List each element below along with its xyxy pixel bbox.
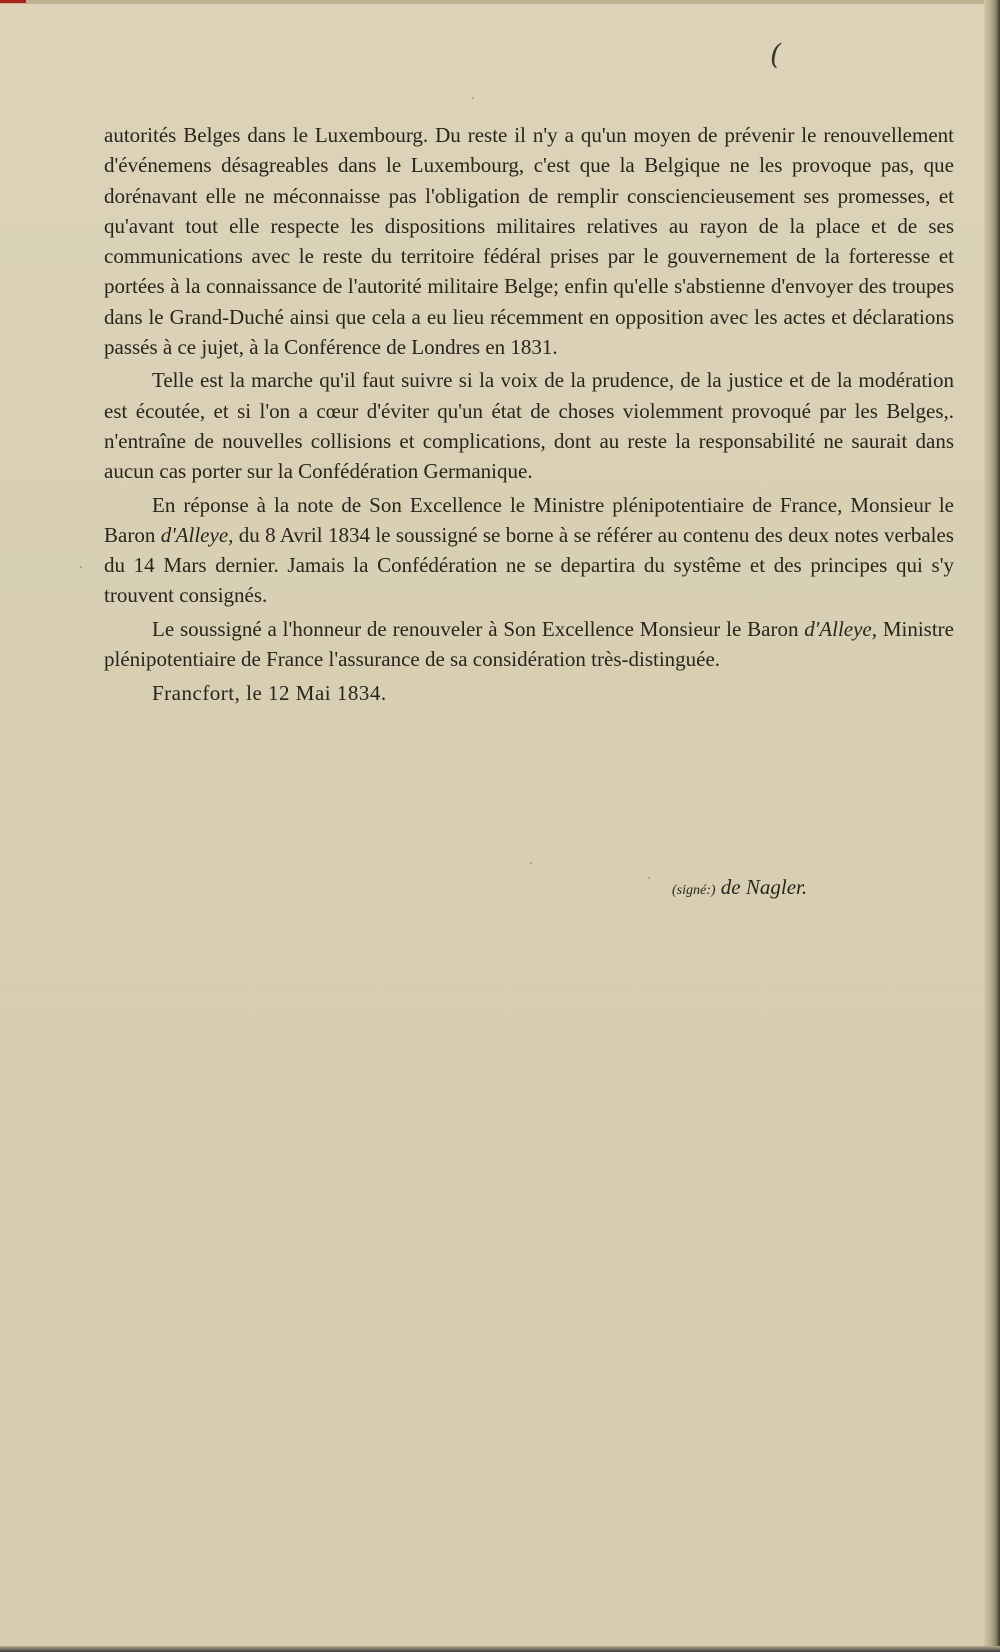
paragraph-1: autorités Belges dans le Luxembourg. Du reste il n'y a qu'un moyen de prévenir le renouvellement d'événemens désagreables dans le Luxembourg, c'est que la Belgique ne les provoque pas, que dorénavant elle ne méconnaisse pas l'obligation de remplir consciencieusement ses promesses, et qu'avant tout elle respecte les dispositions militaires relatives au rayon de la place et de ses communications avec le reste du territoire fédéral prises par le gouvernement de la forteresse et portées à la connaissance de l'autorité militaire Belge; enfin qu'elle s'abstienne d'envoyer des troupes dans le Grand-Duché ainsi que cela a eu lieu récemment en opposition avec les actes et déclarations passés à ce jujet, à la Conférence de Londres en 1831.	[104, 123, 954, 360]
paper-speck	[472, 97, 474, 99]
place-date: Francfort, le 12 Mai 1834.	[152, 681, 387, 706]
paragraph-2: Telle est la marche qu'il faut suivre si la voix de la prudence, de la justice et de la modération est écoutée, et si l'on a cœur d'éviter qu'un état de choses violemment provoqué par les Belges,. n'entraîne de nouvelles collisions et complications, dont au reste la responsabilité ne saurait dans aucun cas porter sur la Confédération Germanique.	[104, 368, 954, 484]
page-mark: (	[770, 38, 781, 71]
paper-speck	[530, 862, 532, 864]
signed-label: (signé:)	[672, 883, 716, 898]
signature	[672, 875, 807, 900]
baron-name: d'Alleye,	[160, 522, 234, 547]
red-edge-mark	[0, 0, 26, 3]
signatory-name: de Nagler.	[720, 875, 808, 899]
baron-name: d'Alleye,	[804, 616, 877, 641]
page-binding-edge	[984, 0, 1000, 1652]
paragraph-4-after: Ministre plénipotentiaire de France l'assurance de sa considération très-distinguée.	[104, 616, 954, 672]
paper-speck	[80, 566, 82, 568]
bottom-edge	[0, 1646, 1000, 1652]
paragraph-4	[104, 614, 954, 675]
paragraph-3-before: En réponse à la note de Son Excellence le Ministre plénipotentiaire de France, Monsieur le Baron	[104, 492, 954, 547]
paragraph-3	[104, 490, 954, 611]
paragraph-4-before: Le soussigné a l'honneur de renouveler à Son Excellence Monsieur le Baron	[152, 616, 805, 641]
body-text	[104, 120, 954, 709]
paper-speck	[648, 877, 650, 879]
top-edge	[0, 0, 1000, 4]
paragraph-3-after: du 8 Avril 1834 le soussigné se borne à se référer au contenu des deux notes verbales du 14 Mars dernier. Jamais la Confédération ne se departira du systême et des principes qui s'y trouvent consignés.	[104, 522, 954, 608]
